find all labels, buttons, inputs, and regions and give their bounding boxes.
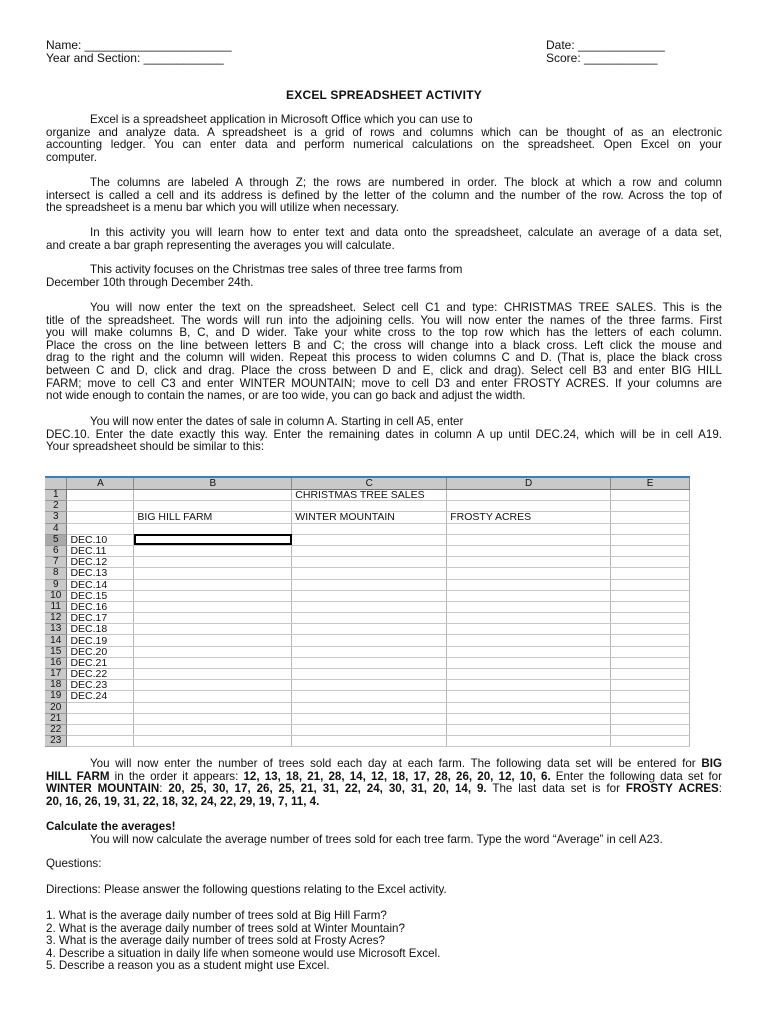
spreadsheet-row: [45, 490, 690, 501]
cell[interactable]: [292, 534, 447, 545]
data-entry-paragraph: [46, 758, 722, 808]
text-line: December 10th through December 24th.: [46, 275, 254, 289]
row-header[interactable]: 15: [45, 646, 67, 657]
cell[interactable]: [611, 557, 690, 568]
cell[interactable]: [134, 601, 292, 612]
page-title: EXCEL SPREADSHEET ACTIVITY: [286, 88, 482, 102]
cell[interactable]: [292, 713, 447, 724]
cell[interactable]: [134, 624, 292, 635]
row-header[interactable]: 4: [45, 523, 67, 534]
cell[interactable]: [134, 523, 292, 534]
cell[interactable]: [134, 646, 292, 657]
text-line: organize and analyze data. A spreadsheet is a grid of rows and columns which can be thought of as an electronic: [46, 125, 722, 139]
cell[interactable]: [292, 557, 447, 568]
cell[interactable]: [611, 601, 690, 612]
cell[interactable]: [447, 590, 611, 601]
cell[interactable]: [611, 545, 690, 556]
text-line: In this activity you will learn how to enter text and data onto the spreadsheet, calculate an average of a data set,: [90, 226, 722, 239]
cell[interactable]: [292, 646, 447, 657]
cell[interactable]: [447, 534, 611, 545]
row-header[interactable]: 5: [45, 534, 67, 545]
cell[interactable]: [611, 501, 690, 512]
row-header[interactable]: 19: [45, 691, 67, 702]
text-line: you will make columns B, C, and D wider. Take your white cross to the top row which has the letters of each column.: [46, 326, 722, 340]
cell[interactable]: [611, 635, 690, 646]
text-line: Excel is a spreadsheet application in Microsoft Office which you can use to: [90, 113, 473, 126]
text-line: FARM; move to cell C3 and enter WINTER MOUNTAIN; move to cell D3 and enter FROSTY ACRES. If your columns are: [46, 376, 722, 390]
cell[interactable]: [611, 579, 690, 590]
date-field-label: Date: _____________: [546, 38, 665, 52]
column-header[interactable]: D: [447, 478, 611, 490]
cell[interactable]: BIG HILL FARM: [134, 512, 292, 523]
spreadsheet-row: [45, 724, 690, 735]
cell[interactable]: [447, 545, 611, 556]
cell[interactable]: FROSTY ACRES: [447, 512, 611, 523]
cell[interactable]: [447, 646, 611, 657]
cell[interactable]: [447, 490, 611, 501]
row-header[interactable]: 22: [45, 724, 67, 735]
spreadsheet-row: [45, 512, 690, 523]
row-header[interactable]: 8: [45, 568, 67, 579]
spreadsheet-row: [45, 501, 690, 512]
cell[interactable]: [134, 613, 292, 624]
spreadsheet-row: [45, 646, 690, 657]
cell[interactable]: [134, 724, 292, 735]
spreadsheet-row: [45, 736, 690, 747]
row-header[interactable]: 17: [45, 669, 67, 680]
text-line: title of the spreadsheet. The words will run into the adjoining cells. You will now enter the names of the three farms. First: [46, 313, 722, 327]
cell[interactable]: [292, 680, 447, 691]
text-line: DEC.10. Enter the date exactly this way. Enter the remaining dates in column A up until DEC.24, which will be in cell A19.: [46, 427, 722, 441]
cell[interactable]: [134, 736, 292, 747]
cell[interactable]: [447, 657, 611, 668]
text-line: [46, 796, 722, 809]
text-line: You will now enter the dates of sale in column A. Starting in cell A5, enter: [90, 415, 464, 428]
cell[interactable]: [611, 613, 690, 624]
row-header[interactable]: 11: [45, 601, 67, 612]
spreadsheet-row: [45, 613, 690, 624]
cell[interactable]: [611, 691, 690, 702]
cell[interactable]: [134, 590, 292, 601]
cell[interactable]: [447, 713, 611, 724]
text-line: Your spreadsheet should be similar to this:: [46, 440, 265, 454]
question-item: 2. What is the average daily number of trees sold at Winter Mountain?: [46, 921, 405, 935]
cell[interactable]: [134, 545, 292, 556]
dates-paragraph: [46, 416, 722, 454]
question-item: 5. Describe a reason you as a student might use Excel.: [46, 959, 330, 973]
cell[interactable]: [611, 713, 690, 724]
intro-paragraph: [46, 114, 722, 164]
cell[interactable]: [134, 657, 292, 668]
text-line: This activity focuses on the Christmas tree sales of three tree farms from: [90, 263, 463, 276]
column-header[interactable]: A: [67, 478, 134, 490]
text-run: :: [718, 782, 723, 796]
cell[interactable]: [611, 669, 690, 680]
question-item: 3. What is the average daily number of trees sold at Frosty Acres?: [46, 934, 385, 948]
data-set: 20, 16, 26, 19, 31, 22, 18, 32, 24, 22, 29, 19, 7, 11, 4.: [46, 794, 320, 808]
spreadsheet-row: [45, 680, 690, 691]
focus-paragraph: [46, 264, 722, 289]
cell[interactable]: DEC.13: [67, 568, 134, 579]
cell[interactable]: [447, 601, 611, 612]
cell[interactable]: [611, 702, 690, 713]
cell[interactable]: [611, 568, 690, 579]
row-header[interactable]: 7: [45, 557, 67, 568]
farm-name: BIG: [701, 757, 722, 770]
cell[interactable]: [292, 501, 447, 512]
text-line: The columns are labeled A through Z; the rows are numbered in order. The block at which a row and column: [90, 176, 722, 189]
cell[interactable]: [292, 691, 447, 702]
row-header[interactable]: 16: [45, 657, 67, 668]
spreadsheet-row: [45, 713, 690, 724]
questions-directions: Directions: Please answer the following questions relating to the Excel activity.: [46, 883, 447, 896]
row-header[interactable]: 14: [45, 635, 67, 646]
cell[interactable]: [134, 680, 292, 691]
cell[interactable]: [447, 635, 611, 646]
cell[interactable]: DEC.12: [67, 557, 134, 568]
cell[interactable]: [611, 512, 690, 523]
text-line: the spreadsheet is a menu bar which you will utilize when necessary.: [46, 201, 399, 215]
row-header[interactable]: 13: [45, 624, 67, 635]
spreadsheet-row: [45, 523, 690, 534]
cell[interactable]: [447, 579, 611, 590]
cell[interactable]: [447, 691, 611, 702]
cell[interactable]: [67, 490, 134, 501]
cell[interactable]: [134, 579, 292, 590]
cell[interactable]: [611, 523, 690, 534]
cell[interactable]: [447, 557, 611, 568]
cell[interactable]: DEC.20: [67, 646, 134, 657]
text-run: Enter the following data set for: [550, 769, 722, 783]
cell[interactable]: [67, 736, 134, 747]
spreadsheet-row: [45, 579, 690, 590]
cell[interactable]: [67, 702, 134, 713]
cell[interactable]: [292, 523, 447, 534]
activity-paragraph: [46, 227, 722, 252]
text-line: You will now enter the text on the spreadsheet. Select cell C1 and type: CHRISTMAS TREE SALES. This is the: [90, 301, 722, 314]
cell[interactable]: [292, 545, 447, 556]
cell[interactable]: DEC.19: [67, 635, 134, 646]
question-item: 1. What is the average daily number of trees sold at Big Hill Farm?: [46, 909, 387, 922]
cell[interactable]: DEC.10: [67, 534, 134, 545]
columns-paragraph: [46, 177, 722, 215]
row-header[interactable]: 3: [45, 512, 67, 523]
row-header[interactable]: 20: [45, 702, 67, 713]
spreadsheet-row: [45, 534, 690, 545]
data-set: 20, 25, 30, 17, 26, 25, 21, 31, 22, 24, 30, 31, 20, 14, 9.: [168, 782, 487, 796]
cell[interactable]: [292, 568, 447, 579]
cell[interactable]: [611, 657, 690, 668]
cell[interactable]: [134, 713, 292, 724]
row-header[interactable]: 23: [45, 736, 67, 747]
cell[interactable]: [134, 691, 292, 702]
cell[interactable]: [611, 724, 690, 735]
cell[interactable]: [447, 501, 611, 512]
year-section-field-label: Year and Section: ____________: [46, 51, 224, 65]
questions-heading: Questions:: [46, 857, 102, 870]
farm-name: FROSTY ACRES: [625, 782, 719, 796]
text-line: accounting ledger. You can enter data and perform numerical calculations on the spreadsheet. Open Excel on your: [46, 138, 722, 152]
cell[interactable]: [292, 579, 447, 590]
farm-name: WINTER MOUNTAIN: [46, 782, 160, 796]
cell[interactable]: [292, 624, 447, 635]
column-header[interactable]: B: [134, 478, 292, 490]
cell[interactable]: DEC.21: [67, 657, 134, 668]
text-line: not wide enough to contain the names, or are too wide, you can go back and adjust the width.: [46, 389, 526, 403]
spreadsheet-row: [45, 635, 690, 646]
cell[interactable]: [447, 724, 611, 735]
cell[interactable]: [611, 680, 690, 691]
text-run: You will now enter the number of trees sold each day at each farm. The following data set will be entered for: [90, 757, 702, 770]
column-header[interactable]: C: [292, 478, 447, 490]
cell[interactable]: [292, 601, 447, 612]
spreadsheet-row: [45, 624, 690, 635]
cell[interactable]: [67, 512, 134, 523]
cell[interactable]: [447, 613, 611, 624]
cell[interactable]: [67, 501, 134, 512]
spreadsheet-row: [45, 568, 690, 579]
enter-text-paragraph: [46, 302, 722, 403]
cell[interactable]: [292, 657, 447, 668]
cell[interactable]: [292, 635, 447, 646]
cell[interactable]: DEC.23: [67, 680, 134, 691]
cell[interactable]: DEC.22: [67, 669, 134, 680]
score-field-label: Score: ___________: [546, 51, 658, 65]
row-header[interactable]: 6: [45, 545, 67, 556]
spreadsheet-row: [45, 702, 690, 713]
question-list: [46, 910, 440, 973]
cell[interactable]: [611, 534, 690, 545]
cell[interactable]: DEC.11: [67, 545, 134, 556]
row-header[interactable]: 21: [45, 713, 67, 724]
spreadsheet-row: [45, 691, 690, 702]
cell[interactable]: [134, 568, 292, 579]
cell[interactable]: [611, 736, 690, 747]
cell[interactable]: DEC.16: [67, 601, 134, 612]
cell[interactable]: DEC.15: [67, 590, 134, 601]
spreadsheet-row: [45, 601, 690, 612]
cell[interactable]: [134, 702, 292, 713]
column-header-row: [45, 478, 690, 490]
spreadsheet-row: [45, 657, 690, 668]
cell[interactable]: [447, 568, 611, 579]
cell[interactable]: DEC.18: [67, 624, 134, 635]
cell[interactable]: DEC.14: [67, 579, 134, 590]
spreadsheet-row: [45, 669, 690, 680]
row-header[interactable]: 10: [45, 590, 67, 601]
cell[interactable]: [292, 669, 447, 680]
averages-heading: Calculate the averages!: [46, 820, 176, 833]
text-line: drag to the right and the column will widen. Repeat this process to widen columns C and D. (That is, place the black cross: [46, 351, 722, 365]
cell[interactable]: [611, 646, 690, 657]
spreadsheet-screenshot: [45, 476, 690, 747]
cell[interactable]: [611, 624, 690, 635]
cell[interactable]: [447, 680, 611, 691]
cell[interactable]: [67, 523, 134, 534]
text-line: intersect is called a cell and its address is defined by the letter of the column and the number of the row. Across the top of: [46, 188, 722, 202]
data-set: 12, 13, 18, 21, 28, 14, 12, 18, 17, 28, 26, 20, 12, 10, 6.: [243, 769, 551, 783]
cell[interactable]: DEC.24: [67, 691, 134, 702]
cell[interactable]: [292, 702, 447, 713]
text-run: in the order it appears:: [109, 769, 244, 783]
select-all-corner[interactable]: [45, 478, 67, 490]
cell[interactable]: DEC.17: [67, 613, 134, 624]
row-header[interactable]: 12: [45, 613, 67, 624]
text-line: between C and D, click and drag. Place the cross between D and E, click and drag). Select cell B3 and enter BIG HILL: [46, 363, 722, 377]
cell[interactable]: [292, 724, 447, 735]
text-run: The last data set is for: [486, 782, 626, 796]
cell[interactable]: [447, 523, 611, 534]
farm-name: HILL FARM: [46, 769, 110, 783]
cell[interactable]: [292, 590, 447, 601]
cell[interactable]: [447, 624, 611, 635]
cell[interactable]: [134, 669, 292, 680]
cell[interactable]: [134, 501, 292, 512]
cell[interactable]: [447, 736, 611, 747]
cell[interactable]: WINTER MOUNTAIN: [292, 512, 447, 523]
spreadsheet-row: [45, 557, 690, 568]
cell[interactable]: [67, 713, 134, 724]
cell[interactable]: [292, 736, 447, 747]
cell[interactable]: [292, 613, 447, 624]
row-header[interactable]: 2: [45, 501, 67, 512]
column-header[interactable]: E: [611, 478, 690, 490]
spreadsheet-grid: [45, 478, 690, 747]
cell[interactable]: [134, 635, 292, 646]
cell[interactable]: [611, 490, 690, 501]
cell[interactable]: [134, 490, 292, 501]
text-line: and create a bar graph representing the averages you will calculate.: [46, 238, 395, 252]
text-line: Place the cross on the line between letters B and C; the cross will change into a black cross. Left click the mouse and: [46, 338, 722, 352]
spreadsheet-row: [45, 590, 690, 601]
question-item: 4. Describe a situation in daily life when someone would use Microsoft Excel.: [46, 946, 441, 960]
name-field-label: Name: ______________________: [46, 38, 232, 52]
row-header[interactable]: 9: [45, 579, 67, 590]
cell[interactable]: [447, 702, 611, 713]
cell[interactable]: CHRISTMAS TREE SALES: [292, 490, 447, 501]
text-line: computer.: [46, 150, 97, 164]
averages-instructions: You will now calculate the average number of trees sold for each tree farm. Type the word “Average” in cell A23.: [90, 833, 663, 846]
spreadsheet-row: [45, 545, 690, 556]
selected-cell[interactable]: [134, 534, 292, 545]
row-header[interactable]: 18: [45, 680, 67, 691]
cell[interactable]: [67, 724, 134, 735]
cell[interactable]: [447, 669, 611, 680]
row-header[interactable]: 1: [45, 490, 67, 501]
text-run: :: [159, 782, 169, 796]
cell[interactable]: [611, 590, 690, 601]
cell[interactable]: [134, 557, 292, 568]
